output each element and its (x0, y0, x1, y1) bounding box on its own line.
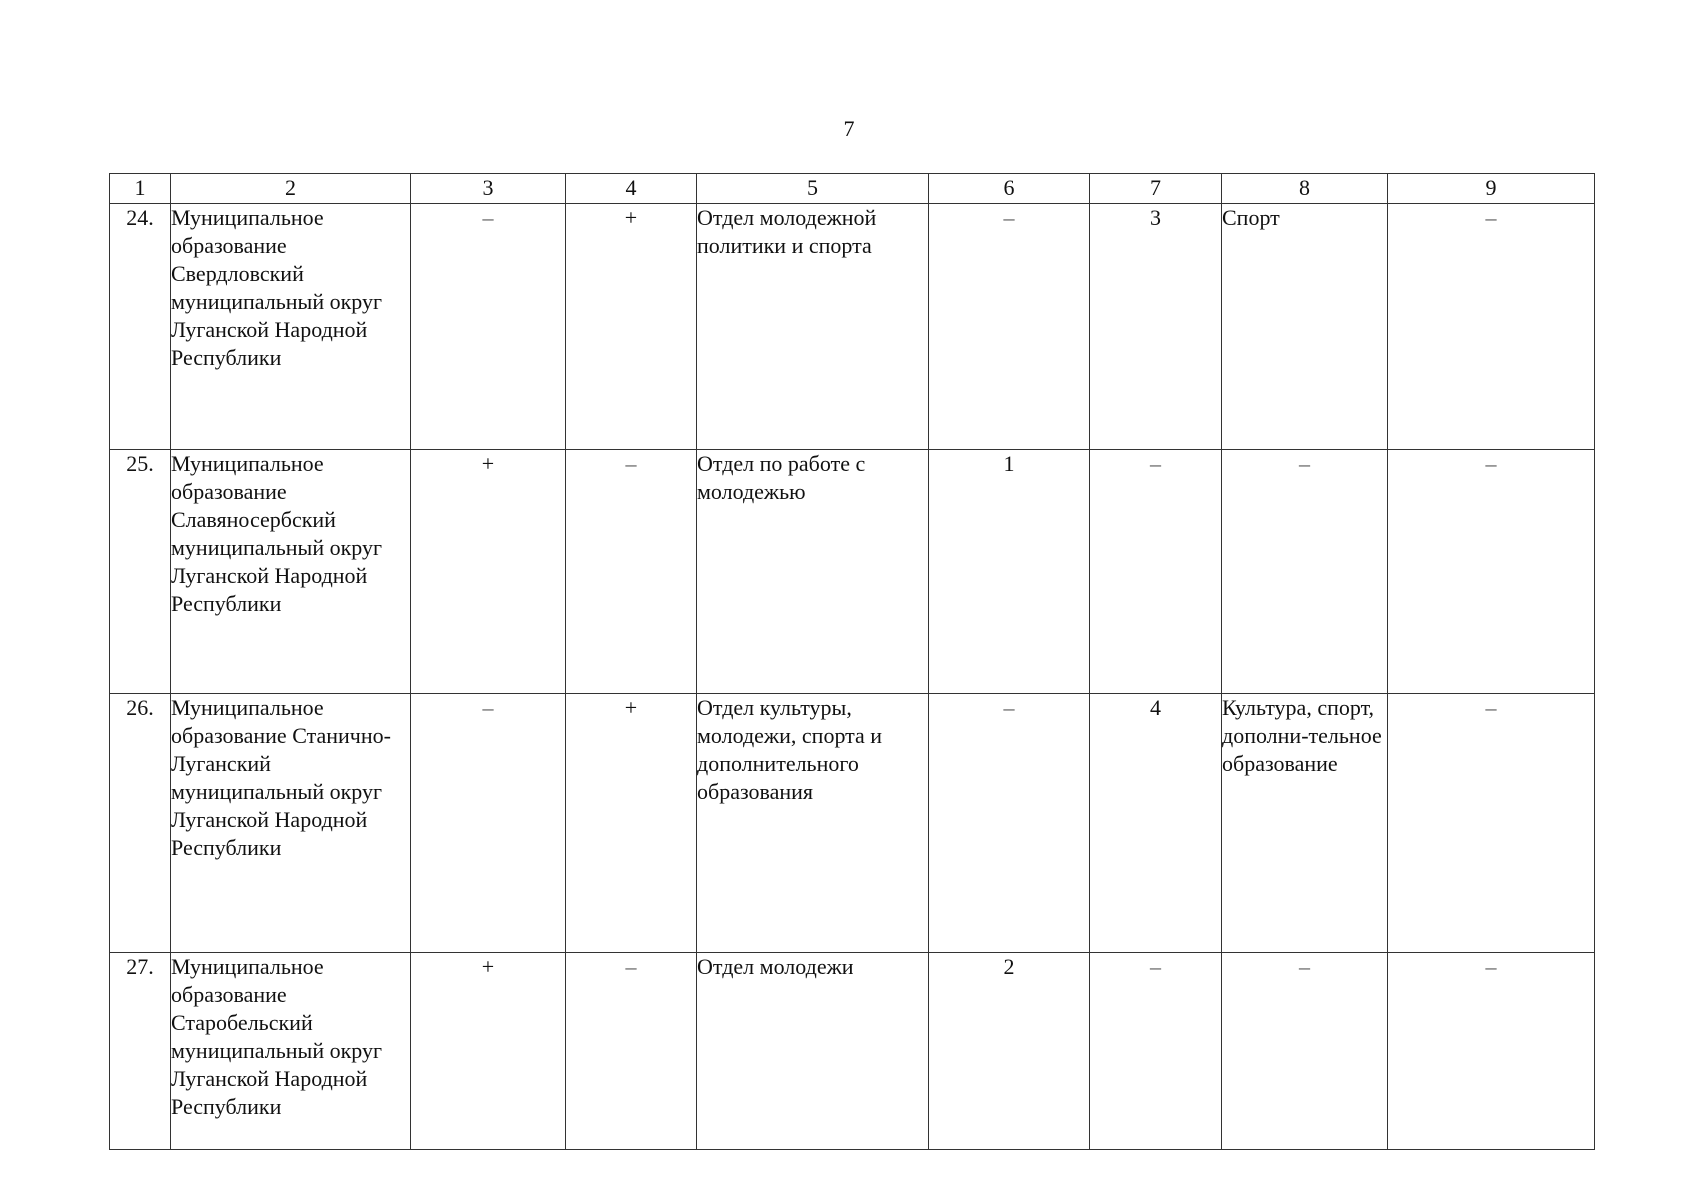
col7-value: – (1090, 450, 1222, 694)
activity-area: Спорт (1222, 204, 1388, 450)
column-header: 2 (171, 174, 411, 204)
table-row (110, 450, 1595, 694)
col6-value: 1 (929, 450, 1090, 694)
column-header: 7 (1090, 174, 1222, 204)
col9-value: – (1388, 694, 1595, 953)
col4-mark: + (566, 204, 697, 450)
column-header: 3 (411, 174, 566, 204)
col6-value: – (929, 204, 1090, 450)
municipal-table (109, 173, 1595, 1150)
department-name: Отдел по работе с молодежью (697, 450, 929, 694)
row-number: 27. (110, 953, 171, 1150)
col7-value: – (1090, 953, 1222, 1150)
col4-mark: – (566, 450, 697, 694)
department-name: Отдел культуры, молодежи, спорта и дополнительного образования (697, 694, 929, 953)
activity-area: Культура, спорт, дополни-тельное образование (1222, 694, 1388, 953)
activity-area: – (1222, 953, 1388, 1150)
col9-value: – (1388, 953, 1595, 1150)
col3-mark: + (411, 450, 566, 694)
row-number: 24. (110, 204, 171, 450)
col6-value: 2 (929, 953, 1090, 1150)
col4-mark: – (566, 953, 697, 1150)
col9-value: – (1388, 204, 1595, 450)
row-number: 26. (110, 694, 171, 953)
column-header: 4 (566, 174, 697, 204)
table-row (110, 204, 1595, 450)
col9-value: – (1388, 450, 1595, 694)
municipality-name: Муниципальное образование Старобельский муниципальный округ Луганской Народной Республики (171, 953, 411, 1150)
department-name: Отдел молодежной политики и спорта (697, 204, 929, 450)
col6-value: – (929, 694, 1090, 953)
column-header: 6 (929, 174, 1090, 204)
column-header: 1 (110, 174, 171, 204)
col7-value: 4 (1090, 694, 1222, 953)
col4-mark: + (566, 694, 697, 953)
municipality-name: Муниципальное образование Славяносербский муниципальный округ Луганской Народной Республики (171, 450, 411, 694)
table-row (110, 953, 1595, 1150)
row-number: 25. (110, 450, 171, 694)
col3-mark: – (411, 204, 566, 450)
municipality-name: Муниципальное образование Станично-Луганский муниципальный округ Луганской Народной Республики (171, 694, 411, 953)
column-number-row (110, 174, 1595, 204)
page-number: 7 (843, 116, 855, 141)
column-header: 9 (1388, 174, 1595, 204)
column-header: 8 (1222, 174, 1388, 204)
col3-mark: – (411, 694, 566, 953)
column-header: 5 (697, 174, 929, 204)
activity-area: – (1222, 450, 1388, 694)
col3-mark: + (411, 953, 566, 1150)
col7-value: 3 (1090, 204, 1222, 450)
table-row (110, 694, 1595, 953)
department-name: Отдел молодежи (697, 953, 929, 1150)
municipality-name: Муниципальное образование Свердловский муниципальный округ Луганской Народной Республики (171, 204, 411, 450)
